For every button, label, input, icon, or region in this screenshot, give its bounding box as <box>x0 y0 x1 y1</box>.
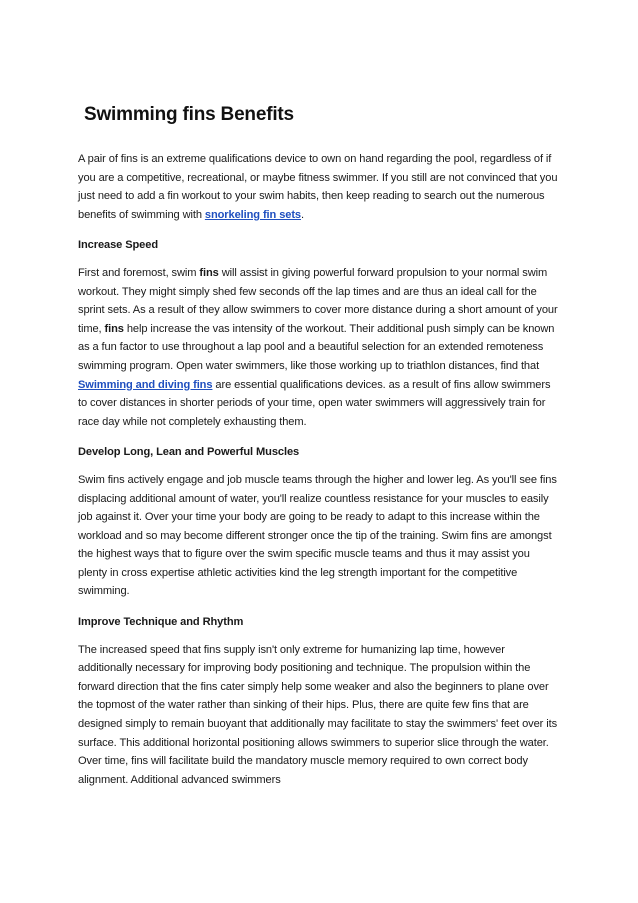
section-heading-increase-speed: Increase Speed <box>78 239 158 252</box>
increase-speed-paragraph <box>78 264 560 431</box>
document-title: Swimming fins Benefits <box>84 104 294 125</box>
technique-paragraph: The increased speed that fins supply isn't only extreme for humanizing lap time, however additionally necessary for improving body positioning and technique. The propulsion within the forward direction that the fins cater simply help some weaker and also the beginners to plane over the topmost of the water rather than sinking of their hips. Plus, there are quite few fins that are designed simply to remain buoyant that additionally may facilitate to stay the swimmers' feet over its surface. This additional horizontal positioning allows swimmers to superior slice through the water. Over time, fins will facilitate build the mandatory muscle memory required to own correct body alignment. Additional advanced swimmers <box>78 643 558 786</box>
intro-text-2: . <box>301 208 304 221</box>
s1-text-1: First and foremost, swim <box>78 266 200 279</box>
snorkeling-fin-sets-link[interactable]: snorkeling fin sets <box>204 208 301 221</box>
section-heading-technique: Improve Technique and Rhythm <box>78 616 244 629</box>
s1-bold-1: fins <box>199 266 219 279</box>
intro-text-1: A pair of fins is an extreme qualifications device to own on hand regarding the pool, regardless of if you are a competitive, recreational, or maybe fitness swimmer. If you still are not convinced that you just need to add a fin workout to your swim habits, then keep reading to search out the numerous benefits of swimming with <box>78 153 558 221</box>
section-heading-muscles: Develop Long, Lean and Powerful Muscles <box>78 446 300 459</box>
s1-text-3: help increase the vas intensity of the workout. Their additional push simply can be known as a fun factor to use throughout a lap pool and a beautiful selection for an extended remoteness swimming program. Open water swimmers, like those working up to triathlon distances, find that <box>78 322 555 372</box>
swimming-and-diving-fins-link[interactable]: Swimming and diving fins <box>78 378 213 391</box>
document-body <box>78 150 560 801</box>
s1-text-4: are essential qualifications devices. as a result of fins allow swimmers to cover distances in shorter periods of your time, open water swimmers will aggressively train for race day while not completely exhausting them. <box>78 378 551 428</box>
muscles-paragraph: Swim fins actively engage and job muscle teams through the higher and lower leg. As you'll see fins displacing additional amount of water, you'll realize countless resistance for your muscles to easily job against it. Over your time your body are going to be ready to adapt to this increase within the workload and so may become different stronger once the tip of the training. Swim fins are amongst the highest ways that to figure over the swim specific muscle teams and thus it may assist you plenty in cross expertise athletic activities kind the leg strength important for the competitive swimming. <box>78 473 557 598</box>
s1-bold-2: fins <box>104 322 124 335</box>
s1-text-2: will assist in giving powerful forward propulsion to your normal swim workout. They might simply shed few seconds off the lap times and are thus an ideal call for the sprint sets. As a result of they allow swimmers to cover more distance during a short amount of your time, <box>78 266 558 335</box>
intro-paragraph <box>78 150 560 224</box>
